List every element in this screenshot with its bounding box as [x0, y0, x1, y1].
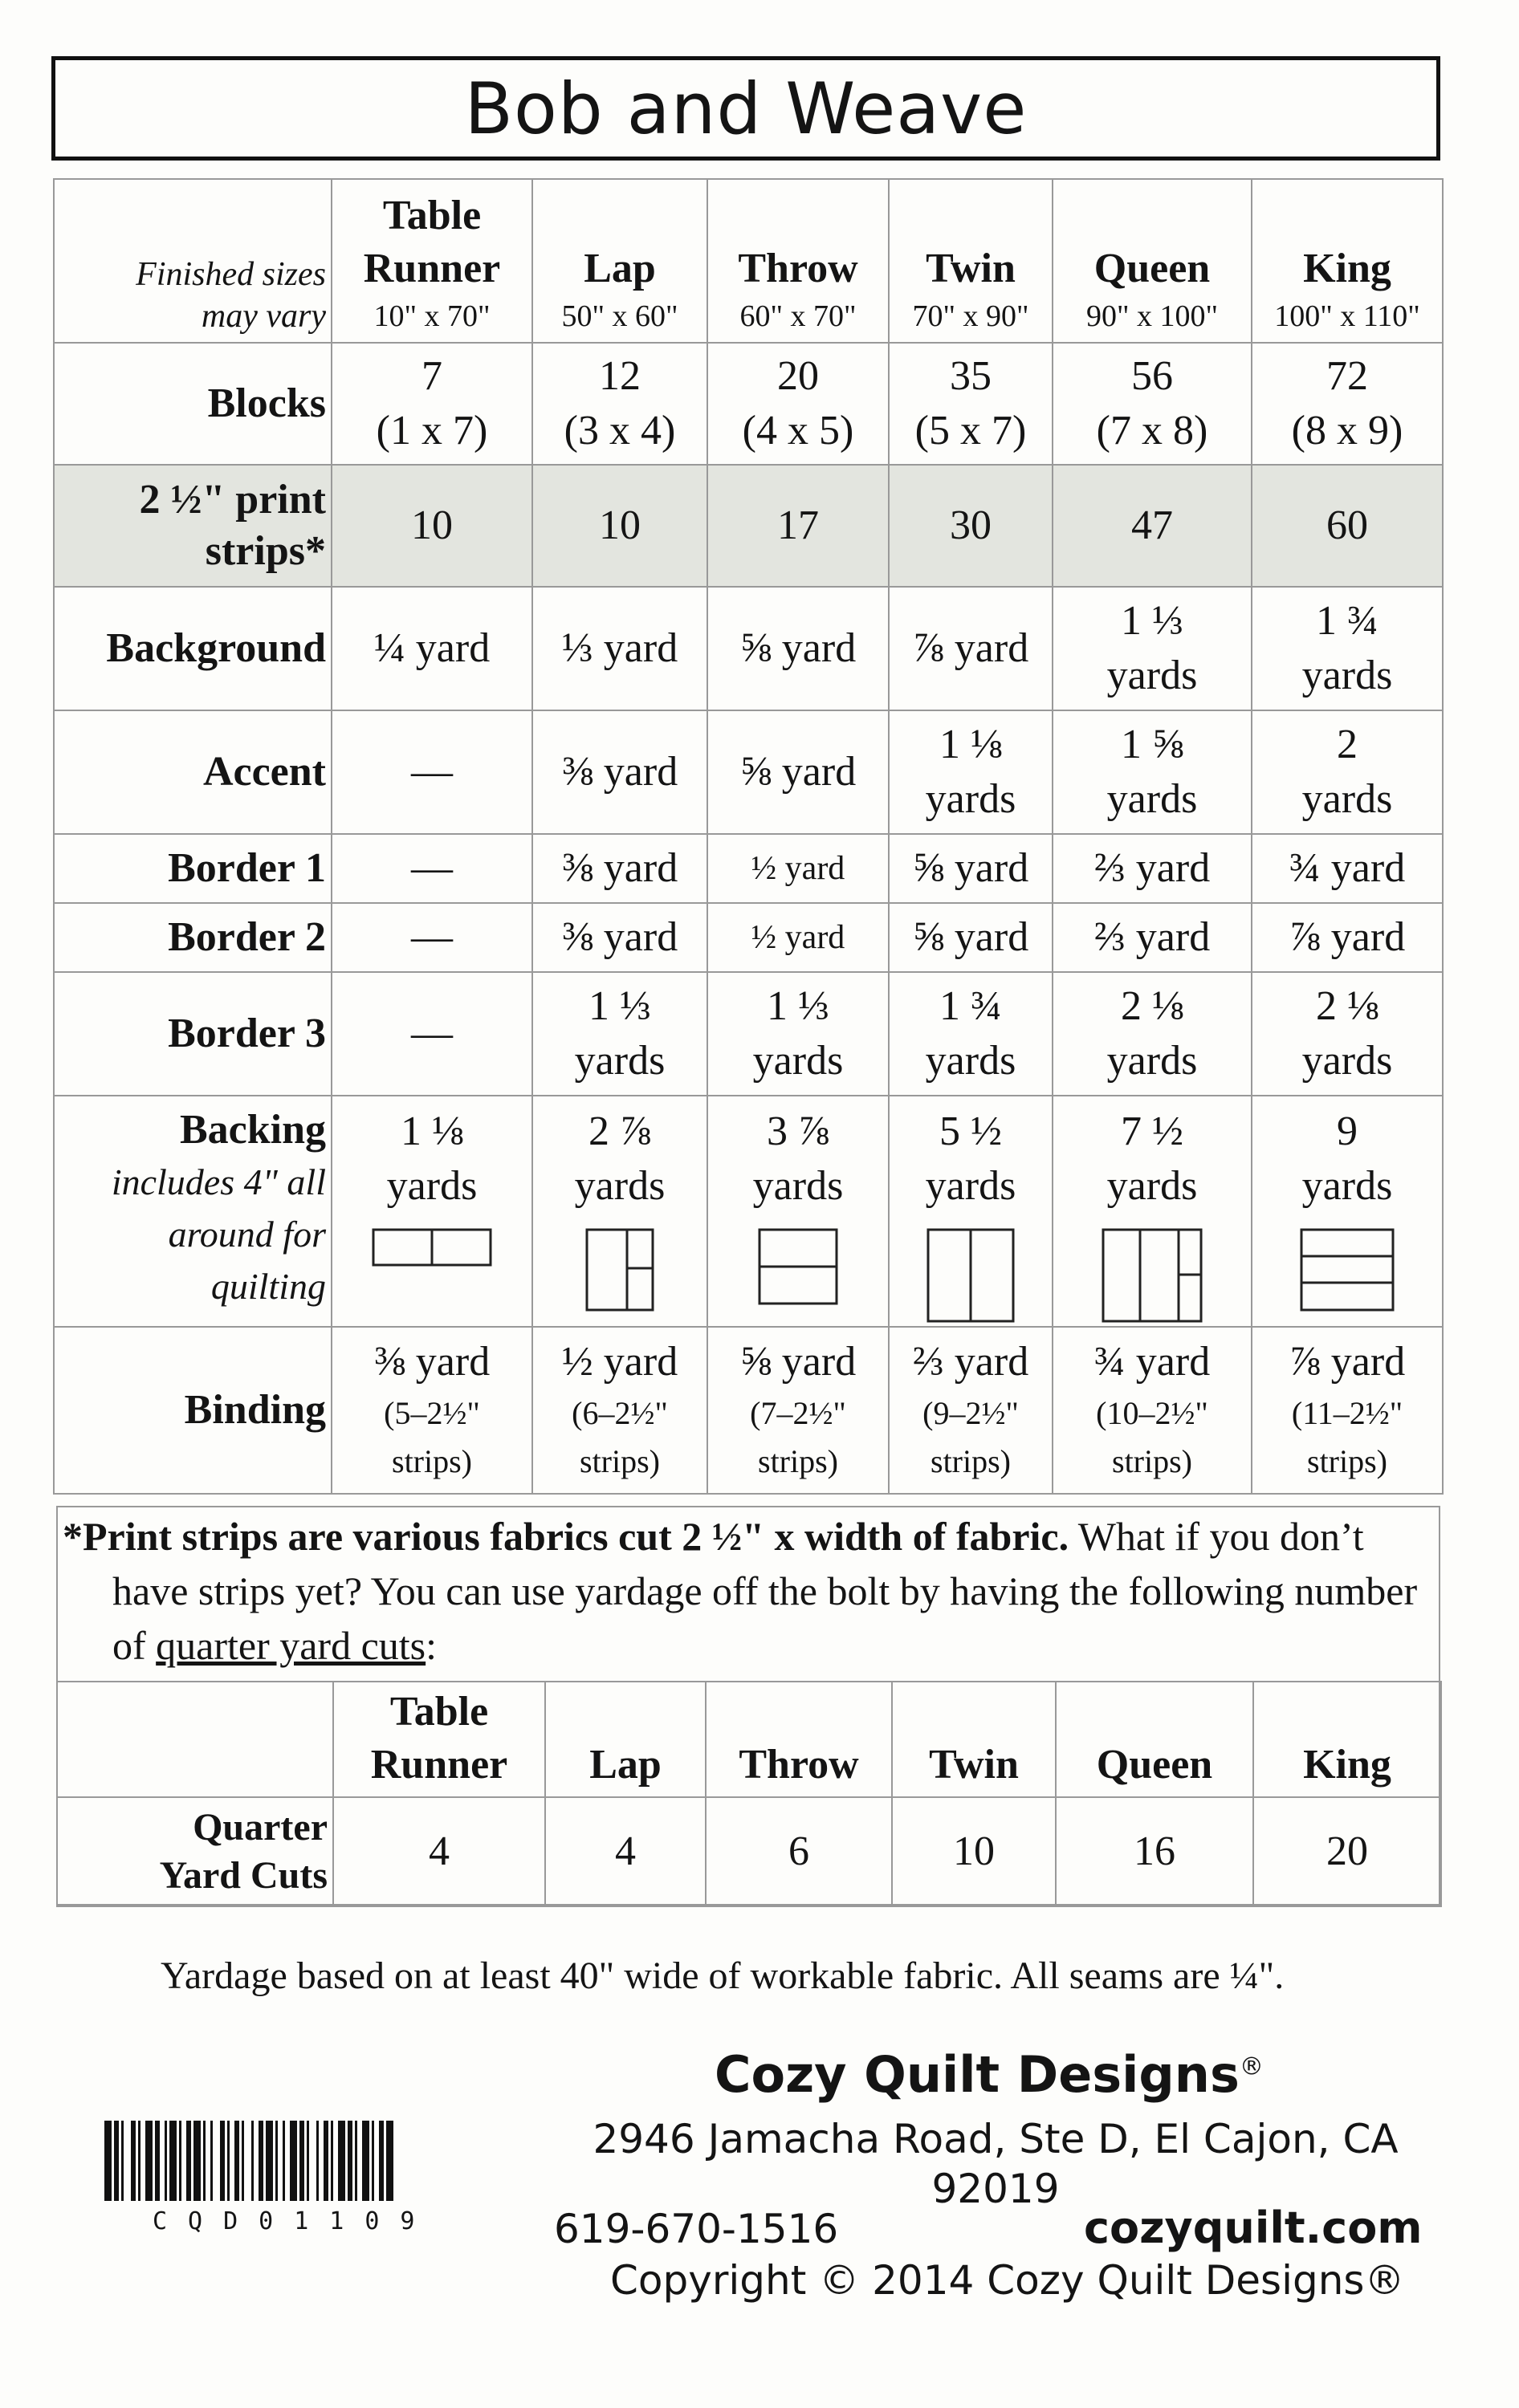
barcode-bar	[355, 2121, 357, 2201]
row-label: Border 1	[54, 834, 332, 903]
table-cell: 2 ⅛ yards	[1053, 972, 1252, 1096]
barcode-bar	[299, 2121, 304, 2201]
table-cell: 7 (1 x 7)	[332, 343, 532, 465]
barcode-bar	[324, 2121, 328, 2201]
table-cell: ⅜ yard	[532, 834, 707, 903]
row-label: Border 3	[54, 972, 332, 1096]
table-cell: 1 ⅓ yards	[707, 972, 889, 1096]
size-header-queen: Queen 90" x 100"	[1053, 179, 1252, 343]
table-cell: —	[332, 903, 532, 972]
backing-layout-diagram	[926, 1228, 1015, 1323]
size-header-twin: Twin	[892, 1682, 1056, 1797]
table-cell: ½ yard (6–2½" strips)	[532, 1327, 707, 1494]
table-cell: 72 (8 x 9)	[1252, 343, 1443, 465]
table-cell: 47	[1053, 465, 1252, 587]
table-cell: —	[332, 834, 532, 903]
table-cell: 3 ⅞ yards	[707, 1096, 889, 1327]
barcode-bar	[338, 2121, 345, 2201]
table-cell: 1 ⅓ yards	[532, 972, 707, 1096]
table-cell: ⅞ yard	[889, 587, 1053, 710]
table-cell: ¼ yard	[332, 587, 532, 710]
barcode	[104, 2121, 498, 2215]
table-cell: ⅝ yard	[889, 834, 1053, 903]
company-address: 2946 Jamacha Road, Ste D, El Cajon, CA 92019	[593, 2116, 1399, 2212]
quarter-header-row	[57, 1682, 1441, 1797]
table-cell: 20	[1253, 1797, 1441, 1906]
size-header-throw: Throw 60" x 70"	[707, 179, 889, 343]
barcode-bar	[362, 2121, 369, 2201]
company-name: Cozy Quilt Designs®	[715, 2045, 1264, 2104]
table-cell: 60	[1252, 465, 1443, 587]
table-cell: 10	[332, 465, 532, 587]
table-cell: 1 ¾ yards	[889, 972, 1053, 1096]
table-cell: 1 ⅝ yards	[1053, 710, 1252, 834]
table-cell: ⅝ yard	[707, 587, 889, 710]
table-cell: 12 (3 x 4)	[532, 343, 707, 465]
barcode-bar	[386, 2121, 393, 2201]
yardage-note: Yardage based on at least 40" wide of workable fabric. All seams are ¼".	[161, 1954, 1285, 1997]
barcode-bar	[331, 2121, 333, 2201]
row-label: 2 ½" print strips*	[54, 465, 332, 587]
table-cell: 6	[706, 1797, 892, 1906]
barcode-bar	[259, 2121, 263, 2201]
backing-layout-diagram	[585, 1228, 654, 1312]
finished-sizes-label: Finished sizes may vary	[54, 179, 332, 343]
barcode-bar	[307, 2121, 309, 2201]
row-label: Accent	[54, 710, 332, 834]
binding-row	[54, 1327, 1443, 1494]
size-header-table-runner: Table Runner	[333, 1682, 545, 1797]
border1-row	[54, 834, 1443, 903]
table-cell: 4	[545, 1797, 706, 1906]
row-label: Backing includes 4" all around for quilting	[54, 1096, 332, 1327]
table-cell: 2 ⅞ yards	[532, 1096, 707, 1327]
barcode-bar	[348, 2121, 352, 2201]
size-header-lap: Lap 50" x 60"	[532, 179, 707, 343]
barcode-bar	[266, 2121, 273, 2201]
table-cell: 1 ¾ yards	[1252, 587, 1443, 710]
copyright: Copyright © 2014 Cozy Quilt Designs®	[610, 2257, 1405, 2304]
company-phone: 619-670-1516	[554, 2206, 839, 2252]
quarter-values-row	[57, 1797, 1441, 1906]
empty-header-cell	[57, 1682, 333, 1797]
table-cell: 7 ½ yards	[1053, 1096, 1252, 1327]
row-label: Border 2	[54, 903, 332, 972]
barcode-bar	[131, 2121, 136, 2201]
table-cell: 9 yards	[1252, 1096, 1443, 1327]
barcode-bar	[179, 2121, 181, 2201]
row-label: Quarter Yard Cuts	[57, 1797, 333, 1906]
table-cell: ⅝ yard	[707, 710, 889, 834]
barcode-bar	[193, 2121, 201, 2201]
table-cell: —	[332, 972, 532, 1096]
backing-layout-diagram	[758, 1228, 838, 1305]
table-cell: ⅞ yard (11–2½" strips)	[1252, 1327, 1443, 1494]
barcode-bar	[290, 2121, 297, 2201]
border2-row	[54, 903, 1443, 972]
table-cell: 16	[1056, 1797, 1253, 1906]
header-row	[54, 179, 1443, 343]
page-title: Bob and Weave	[51, 56, 1440, 161]
barcode-bar	[210, 2121, 213, 2201]
table-cell: ⅞ yard	[1252, 903, 1443, 972]
table-cell: 2 ⅛ yards	[1252, 972, 1443, 1096]
table-cell: ⅓ yard	[532, 587, 707, 710]
size-header-lap: Lap	[545, 1682, 706, 1797]
barcode-bar	[316, 2121, 319, 2201]
table-cell: 10	[892, 1797, 1056, 1906]
table-cell: ⅜ yard	[532, 903, 707, 972]
table-cell: 1 ⅛ yards	[889, 710, 1053, 834]
background-row	[54, 587, 1443, 710]
size-header-king: King 100" x 110"	[1252, 179, 1443, 343]
barcode-bar	[275, 2121, 278, 2201]
backing-layout-diagram	[1300, 1228, 1395, 1312]
barcode-bar	[114, 2121, 119, 2201]
backing-layout-diagram	[372, 1228, 492, 1267]
barcode-bar	[104, 2121, 112, 2201]
barcode-bar	[379, 2121, 384, 2201]
barcode-bar	[155, 2121, 160, 2201]
border3-row	[54, 972, 1443, 1096]
barcode-number: CQD01109	[153, 2207, 436, 2235]
fabric-requirements-table	[53, 178, 1444, 1495]
table-cell: 1 ⅛ yards	[332, 1096, 532, 1327]
table-cell: ⅜ yard	[532, 710, 707, 834]
table-cell: ⅜ yard (5–2½" strips)	[332, 1327, 532, 1494]
barcode-bar	[242, 2121, 244, 2201]
row-label: Background	[54, 587, 332, 710]
print-strips-row	[54, 465, 1443, 587]
table-cell: 5 ½ yards	[889, 1096, 1053, 1327]
barcode-bar	[145, 2121, 153, 2201]
barcode-bar	[251, 2121, 254, 2201]
table-cell: 56 (7 x 8)	[1053, 343, 1252, 465]
barcode-bar	[220, 2121, 225, 2201]
table-cell: ⅝ yard	[889, 903, 1053, 972]
table-cell: 10	[532, 465, 707, 587]
accent-row	[54, 710, 1443, 834]
table-cell: ¾ yard (10–2½" strips)	[1053, 1327, 1252, 1494]
barcode-bar	[234, 2121, 239, 2201]
table-cell: ¾ yard	[1252, 834, 1443, 903]
table-cell: 20 (4 x 5)	[707, 343, 889, 465]
table-cell: ⅔ yard	[1053, 903, 1252, 972]
backing-layout-diagram	[1102, 1228, 1203, 1323]
barcode-bar	[283, 2121, 285, 2201]
barcode-bar	[203, 2121, 206, 2201]
table-cell: 17	[707, 465, 889, 587]
row-label: Binding	[54, 1327, 332, 1494]
backing-row	[54, 1096, 1443, 1327]
company-website: cozyquilt.com	[1084, 2203, 1423, 2253]
table-cell: ½ yard	[707, 903, 889, 972]
barcode-bar	[121, 2121, 124, 2201]
print-strips-note: *Print strips are various fabrics cut 2 ½" x width of fabric. What if you don’t have strips yet? You can use yardage off the bolt by having the following number of quarter yard cuts:	[63, 1514, 1418, 1668]
row-label: Blocks	[54, 343, 332, 465]
quarter-yard-table	[56, 1681, 1442, 1907]
table-cell: ⅔ yard	[1053, 834, 1252, 903]
barcode-bar	[165, 2121, 167, 2201]
size-header-twin: Twin 70" x 90"	[889, 179, 1053, 343]
barcode-bar	[227, 2121, 230, 2201]
table-cell: 30	[889, 465, 1053, 587]
table-cell: 4	[333, 1797, 545, 1906]
size-header-throw: Throw	[706, 1682, 892, 1797]
table-cell: ⅔ yard (9–2½" strips)	[889, 1327, 1053, 1494]
size-header-queen: Queen	[1056, 1682, 1253, 1797]
size-header-king: King	[1253, 1682, 1441, 1797]
table-cell: 1 ⅓ yards	[1053, 587, 1252, 710]
table-cell: 2 yards	[1252, 710, 1443, 834]
table-cell: —	[332, 710, 532, 834]
table-cell: 35 (5 x 7)	[889, 343, 1053, 465]
barcode-bar	[138, 2121, 140, 2201]
blocks-row	[54, 343, 1443, 465]
size-header-table-runner: Table Runner 10" x 70"	[332, 179, 532, 343]
barcode-bar	[372, 2121, 374, 2201]
table-cell: ½ yard	[707, 834, 889, 903]
barcode-bar	[186, 2121, 191, 2201]
table-cell: ⅝ yard (7–2½" strips)	[707, 1327, 889, 1494]
barcode-bar	[169, 2121, 177, 2201]
